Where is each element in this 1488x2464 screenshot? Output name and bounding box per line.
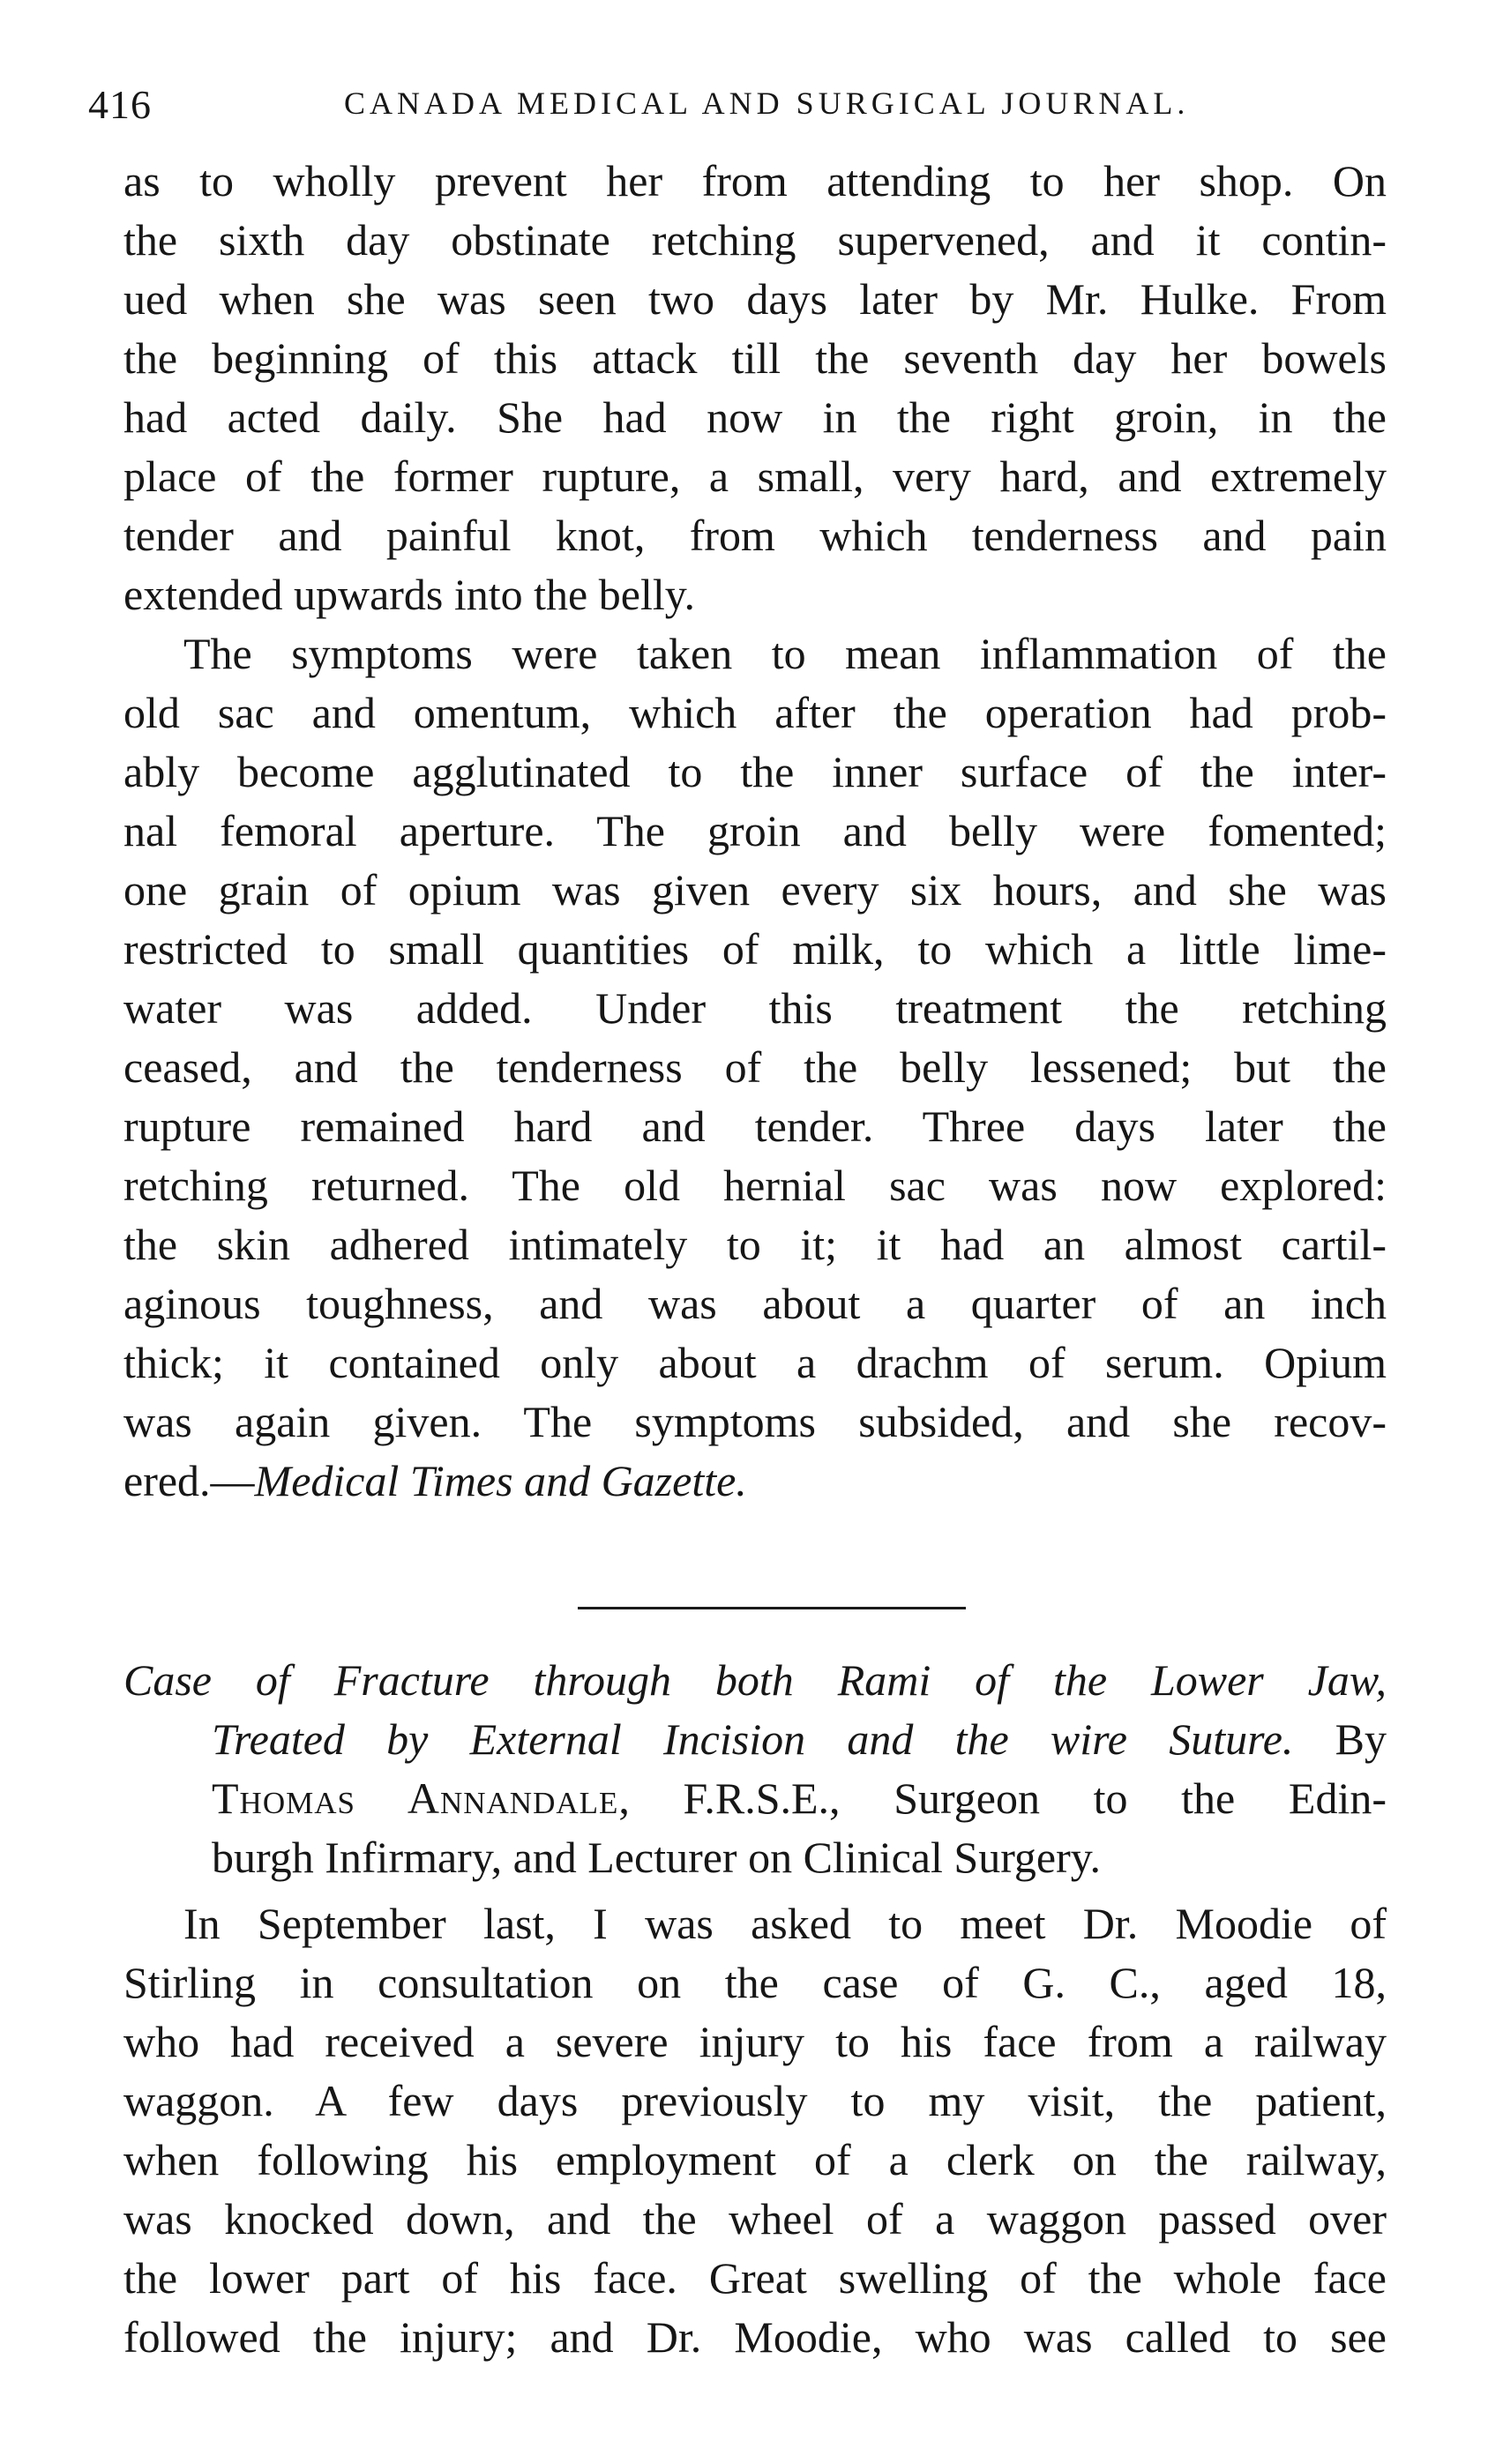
article-title: Case of Fracture through both Rami of the Lower Jaw, bbox=[123, 1655, 1387, 1705]
author-affiliation: burgh Infirmary, and Lecturer on Clinical Surgery. bbox=[212, 1833, 1102, 1882]
paragraph-first-line: In September last, I was asked to meet Dr. Moodie of bbox=[183, 1899, 1387, 1948]
text-line: ued when she was seen two days later by Mr. Hulke. From bbox=[123, 274, 1387, 324]
page-number: 416 bbox=[88, 82, 152, 127]
text-line: thick; it contained only about a drachm of serum. Opium bbox=[123, 1338, 1387, 1387]
article-title-continued bbox=[123, 1710, 1387, 1769]
byline-by: By bbox=[1335, 1714, 1387, 1764]
text-line bbox=[123, 1452, 1387, 1511]
text-line: aginous toughness, and was about a quarter of an inch bbox=[123, 1279, 1387, 1328]
text-line: followed the injury; and Dr. Moodie, who was called to see bbox=[123, 2312, 1387, 2362]
text-line: was again given. The symptoms subsided, and she recov- bbox=[123, 1397, 1387, 1446]
text-line: waggon. A few days previously to my visit, the patient, bbox=[123, 2076, 1387, 2125]
text-line: place of the former rupture, a small, very hard, and extremely bbox=[123, 452, 1387, 501]
text-line: the skin adhered intimately to it; it had an almost cartil- bbox=[123, 1220, 1387, 1269]
text-line: the beginning of this attack till the seventh day her bowels bbox=[123, 333, 1387, 383]
author-name: Thomas Annandale bbox=[212, 1773, 619, 1823]
author-line bbox=[123, 1769, 1387, 1828]
paragraph-first-line: The symptoms were taken to mean inflammation of the bbox=[183, 629, 1387, 678]
case-report-body bbox=[123, 1894, 1387, 2367]
text-line: was knocked down, and the wheel of a waggon passed over bbox=[123, 2194, 1387, 2244]
text-line: had acted daily. She had now in the right groin, in the bbox=[123, 392, 1387, 442]
journal-title: CANADA MEDICAL AND SURGICAL JOURNAL. bbox=[344, 86, 1190, 121]
source-citation: Medical Times and Gazette. bbox=[254, 1456, 747, 1505]
text-line: who had received a severe injury to his face from a railway bbox=[123, 2017, 1387, 2066]
text-line: Stirling in consultation on the case of G. C., aged 18, bbox=[123, 1958, 1387, 2007]
text-line: retching returned. The old hernial sac was now explored: bbox=[123, 1161, 1387, 1210]
text-line: when following his employment of a clerk on the railway, bbox=[123, 2135, 1387, 2184]
running-head bbox=[88, 81, 1235, 131]
text-line: one grain of opium was given every six hours, and she was bbox=[123, 865, 1387, 915]
text-line: as to wholly prevent her from attending to her shop. On bbox=[123, 156, 1387, 205]
text-line: the lower part of his face. Great swelling of the whole face bbox=[123, 2253, 1387, 2303]
text-line: water was added. Under this treatment the retching bbox=[123, 983, 1387, 1033]
section-divider bbox=[578, 1607, 966, 1609]
text-line: ceased, and the tenderness of the belly lessened; but the bbox=[123, 1042, 1387, 1092]
case-report-continuation bbox=[123, 152, 1387, 1511]
text-line: the sixth day obstinate retching supervened, and it contin- bbox=[123, 215, 1387, 265]
article-subtitle: Treated by External Incision and the wire Suture. bbox=[212, 1714, 1294, 1764]
text-line: restricted to small quantities of milk, to which a little lime- bbox=[123, 924, 1387, 974]
text-line: old sac and omentum, which after the operation had prob- bbox=[123, 688, 1387, 737]
text-line: ably become agglutinated to the inner surface of the inter- bbox=[123, 747, 1387, 796]
text-line: rupture remained hard and tender. Three days later the bbox=[123, 1101, 1387, 1151]
text-line: extended upwards into the belly. bbox=[123, 570, 695, 619]
text-line: tender and painful knot, from which tenderness and pain bbox=[123, 511, 1387, 560]
author-credentials: , F.R.S.E., Surgeon to the Edin- bbox=[618, 1773, 1387, 1823]
text-line: nal femoral aperture. The groin and belly were fomented; bbox=[123, 806, 1387, 855]
text-fragment: ered.— bbox=[123, 1456, 255, 1505]
article-heading bbox=[123, 1651, 1387, 1887]
